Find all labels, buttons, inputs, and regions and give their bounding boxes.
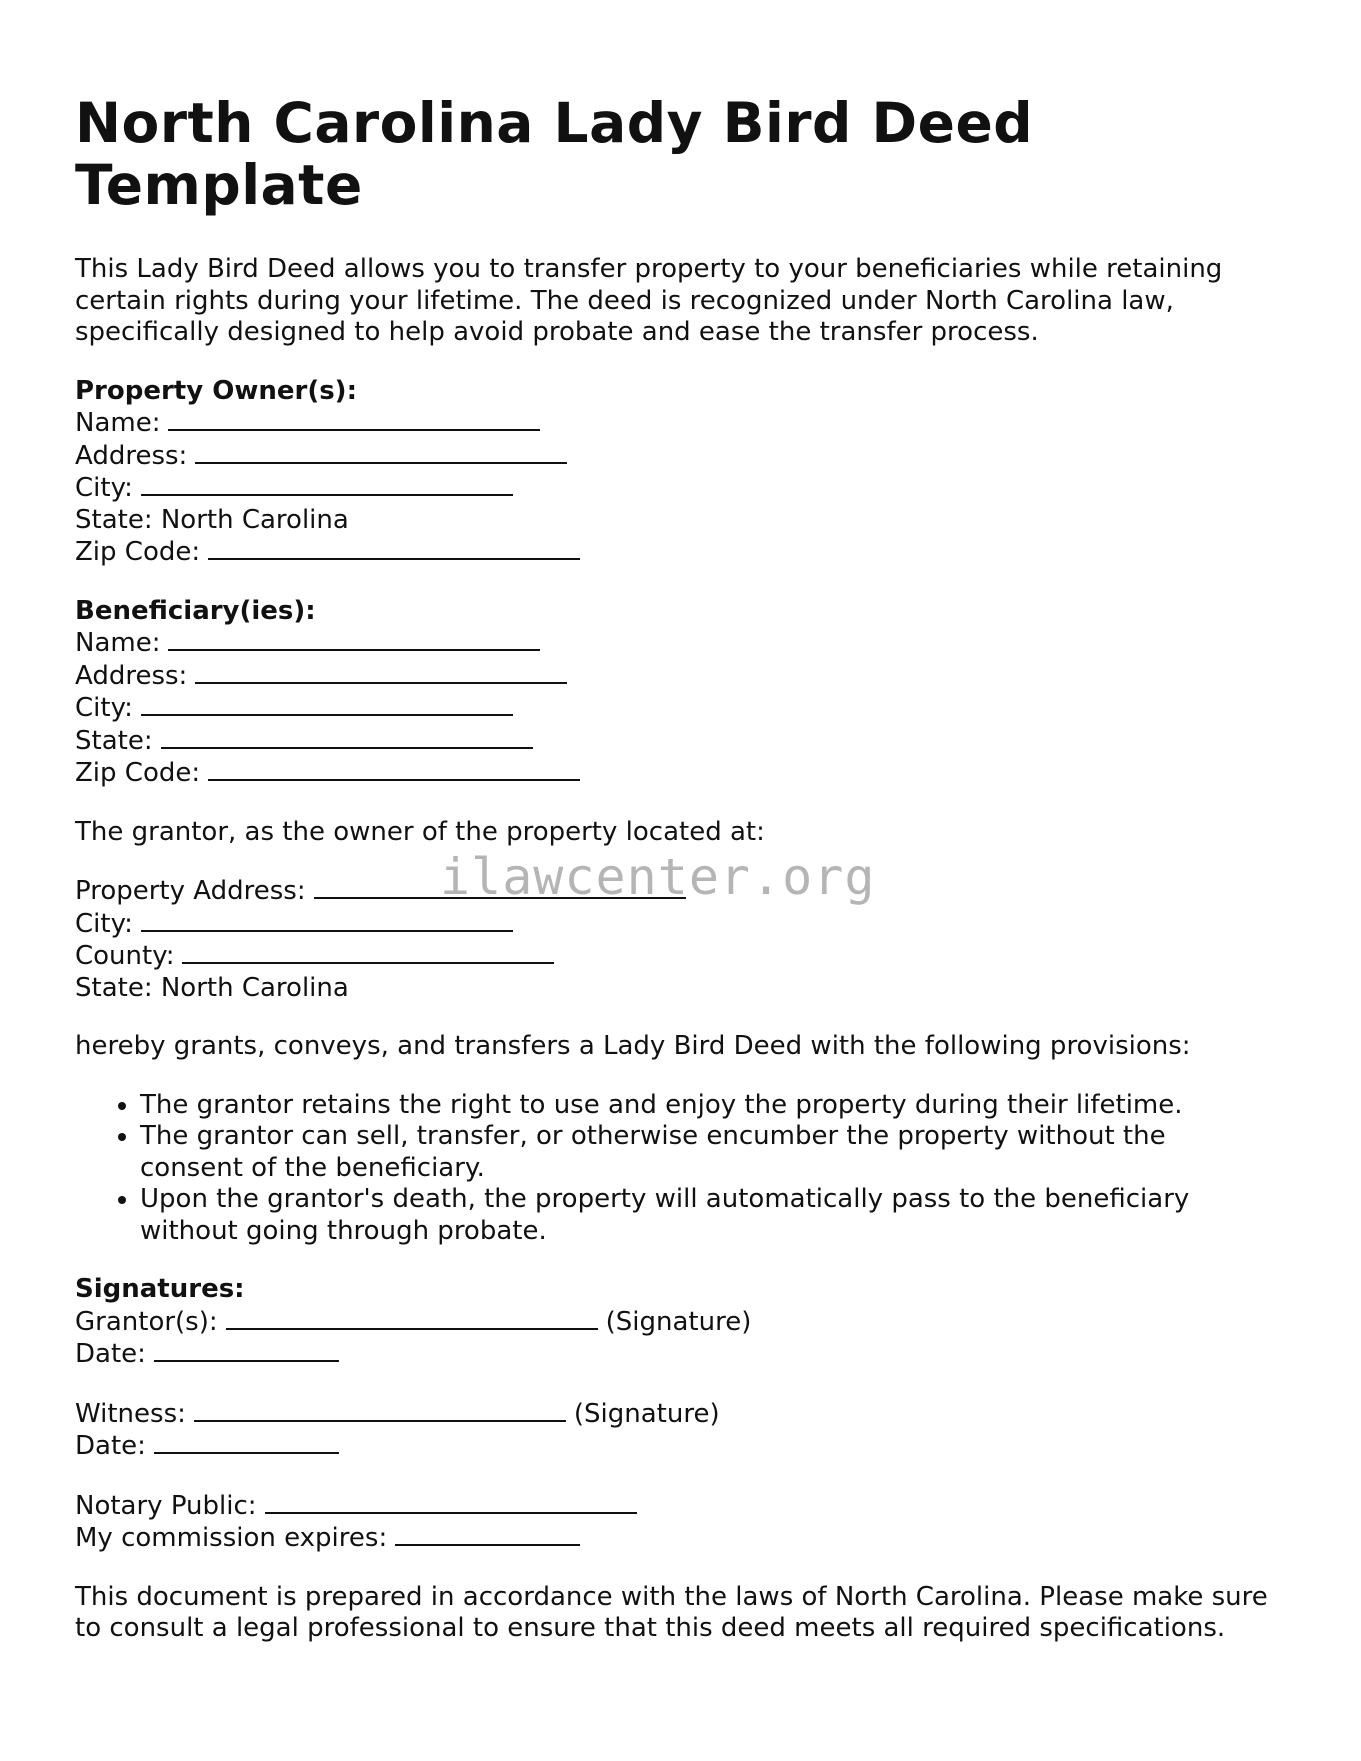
commission-label: My commission expires:: [75, 1523, 388, 1553]
property-city-field[interactable]: [141, 908, 513, 932]
beneficiary-city-field[interactable]: [141, 692, 513, 716]
owner-city-field[interactable]: [141, 472, 513, 496]
grantor-signature-field[interactable]: [226, 1306, 598, 1330]
grantor-signature-note: (Signature): [605, 1306, 752, 1337]
owner-zip-label: Zip Code:: [75, 537, 201, 567]
owner-name-row: [75, 407, 1275, 440]
beneficiary-state-row: [75, 725, 1275, 758]
property-state-label: State: North Carolina: [75, 972, 349, 1003]
witness-date-row: [75, 1430, 1275, 1463]
owner-zip-field[interactable]: [208, 536, 580, 560]
owner-address-label: Address:: [75, 440, 188, 471]
witness-signature-field[interactable]: [194, 1398, 566, 1422]
property-state-row: [75, 973, 1275, 1005]
beneficiary-zip-row: [75, 757, 1275, 790]
witness-section: [75, 1398, 1275, 1463]
grantor-date-row: [75, 1338, 1275, 1371]
beneficiary-name-field[interactable]: [168, 627, 540, 651]
notary-section: [75, 1490, 1275, 1555]
beneficiary-city-row: [75, 692, 1275, 725]
property-address-row: [75, 875, 1275, 908]
grantor-label: Grantor(s):: [75, 1306, 218, 1337]
beneficiary-address-field[interactable]: [195, 660, 567, 684]
owner-state-row: [75, 505, 1275, 537]
beneficiary-zip-field[interactable]: [208, 757, 580, 781]
page-title: North Carolina Lady Bird Deed Template: [75, 91, 1034, 217]
property-city-row: [75, 908, 1275, 941]
property-address-label: Property Address:: [75, 876, 306, 906]
witness-signature-note: (Signature): [573, 1398, 720, 1429]
list-item: • The grantor retains the right to use and enjoy the property during their lifetime.: [140, 1090, 1275, 1122]
beneficiaries-heading: Beneficiary(ies):: [75, 595, 316, 626]
signatures-heading: Signatures:: [75, 1274, 245, 1304]
owner-city-row: [75, 472, 1275, 505]
watermark: ilawcenter.org: [440, 848, 876, 906]
property-county-label: County:: [75, 941, 175, 971]
owners-section: [75, 376, 1275, 569]
owner-name-field[interactable]: [168, 407, 540, 431]
witness-signature-row: [75, 1398, 1275, 1431]
owner-address-field[interactable]: [195, 440, 567, 464]
notary-row: [75, 1490, 1275, 1523]
signatures-section: [75, 1274, 1275, 1371]
grantor-date-field[interactable]: [154, 1338, 339, 1362]
commission-field[interactable]: [395, 1522, 580, 1546]
property-address-field[interactable]: [314, 875, 686, 899]
beneficiary-state-label: State:: [75, 725, 153, 756]
beneficiary-zip-label: Zip Code:: [75, 758, 201, 788]
notary-field[interactable]: [265, 1490, 637, 1514]
beneficiaries-section: [75, 596, 1275, 790]
owners-heading: Property Owner(s):: [75, 375, 357, 406]
owner-state-label: State: North Carolina: [75, 504, 349, 535]
grantor-intro: The grantor, as the owner of the property located at:: [75, 816, 765, 847]
beneficiary-name-label: Name:: [75, 628, 161, 658]
owner-name-label: Name:: [75, 408, 161, 438]
witness-date-field[interactable]: [154, 1430, 339, 1454]
closing-paragraph: This document is prepared in accordance with the laws of North Carolina. Please make sure to consult a legal professional to ensure that this deed meets all required specifications.: [75, 1581, 1268, 1643]
list-item: • Upon the grantor's death, the property will automatically pass to the beneficiary without going through probate.: [140, 1184, 1275, 1247]
document-page: [75, 92, 1275, 1645]
property-city-label: City:: [75, 908, 133, 939]
owner-city-label: City:: [75, 473, 133, 503]
beneficiary-city-label: City:: [75, 693, 133, 723]
witness-date-label: Date:: [75, 1431, 146, 1461]
grant-statement: hereby grants, conveys, and transfers a Lady Bird Deed with the following provisions:: [75, 1031, 1191, 1061]
commission-row: [75, 1522, 1275, 1555]
beneficiary-state-field[interactable]: [161, 725, 533, 749]
list-item: • The grantor can sell, transfer, or otherwise encumber the property without the consent of the beneficiary.: [140, 1121, 1275, 1184]
property-county-field[interactable]: [182, 940, 554, 964]
beneficiary-name-row: [75, 627, 1275, 660]
witness-label: Witness:: [75, 1398, 186, 1429]
provisions-list: [75, 1090, 1275, 1248]
owner-address-row: [75, 440, 1275, 473]
beneficiary-address-label: Address:: [75, 660, 188, 691]
notary-label: Notary Public:: [75, 1490, 257, 1521]
property-section: [75, 875, 1275, 1004]
owner-zip-row: [75, 536, 1275, 569]
grantor-signature-row: [75, 1306, 1275, 1339]
grantor-date-label: Date:: [75, 1339, 146, 1369]
beneficiary-address-row: [75, 660, 1275, 693]
intro-paragraph: This Lady Bird Deed allows you to transfer property to your beneficiaries while retaining certain rights during your lifetime. The deed is recognized under North Carolina law, specifically designed to help avoid probate and ease the transfer process.: [75, 254, 1223, 347]
property-county-row: [75, 940, 1275, 973]
